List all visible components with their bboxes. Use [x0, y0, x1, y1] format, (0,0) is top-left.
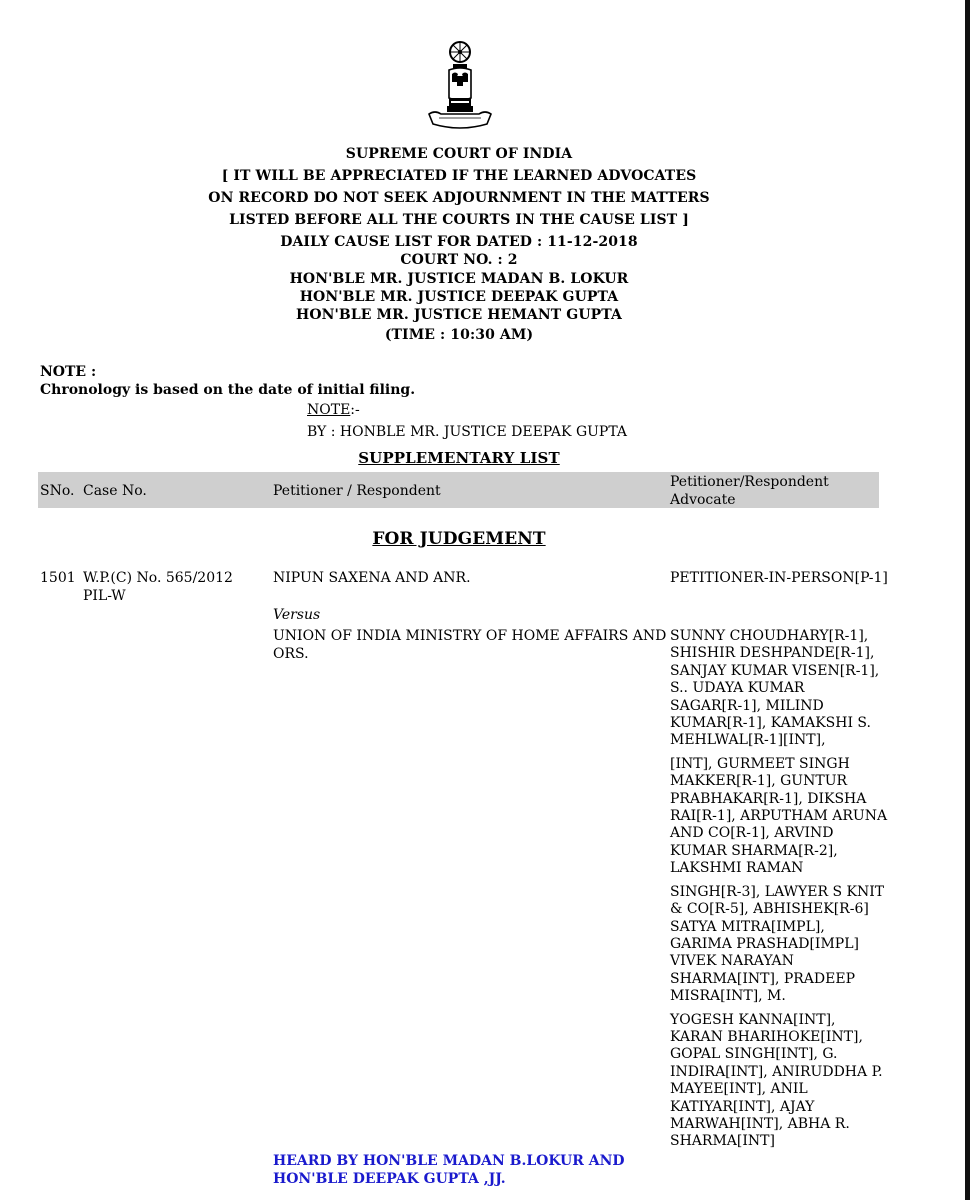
- advocate-line: AND CO[R-1], ARVIND: [670, 825, 834, 842]
- advocate-line: SHARMA[INT], PRADEEP: [670, 970, 855, 987]
- advocate-line: S.. UDAYA KUMAR: [670, 680, 805, 697]
- advocate-line: MISRA[INT], M.: [670, 988, 786, 1005]
- advocate-line: SANJAY KUMAR VISEN[R-1],: [670, 662, 880, 679]
- advocate-line: MAYEE[INT], ANIL: [670, 1081, 808, 1098]
- advocate-line: GARIMA PRASHAD[IMPL]: [670, 935, 859, 952]
- advocate-line: MAKKER[R-1], GUNTUR: [670, 773, 848, 790]
- advocate-line: [INT], GURMEET SINGH: [670, 755, 850, 772]
- note-by-line: BY : HONBLE MR. JUSTICE DEEPAK GUPTA: [307, 424, 628, 440]
- advocate-line: RAI[R-1], ARPUTHAM ARUNA: [670, 808, 888, 825]
- list-title: SUPPLEMENTARY LIST: [358, 449, 560, 467]
- notice-line-1: [ IT WILL BE APPRECIATED IF THE LEARNED ADVOCATES: [221, 168, 697, 184]
- respondent-advocates: [670, 628, 887, 1151]
- note-text: Chronology is based on the date of initial filing.: [40, 382, 416, 398]
- petitioner-name: NIPUN SAXENA AND ANR.: [273, 570, 471, 586]
- advocate-line: & CO[R-5], ABHISHEK[R-6]: [670, 901, 869, 918]
- versus-label: Versus: [273, 607, 321, 623]
- advocate-line: SATYA MITRA[IMPL],: [670, 918, 825, 935]
- advocate-line: PRABHAKAR[R-1], DIKSHA: [670, 790, 867, 807]
- advocate-line: KARAN BHARIHOKE[INT],: [670, 1028, 863, 1045]
- advocate-line: KUMAR SHARMA[R-2],: [670, 842, 838, 859]
- column-case-no: Case No.: [83, 483, 147, 499]
- advocate-line: GOPAL SINGH[INT], G.: [670, 1046, 838, 1063]
- court-name: SUPREME COURT OF INDIA: [345, 146, 573, 162]
- respondent-name-line2: ORS.: [273, 646, 309, 662]
- advocate-line: SINGH[R-3], LAWYER S KNIT: [670, 883, 885, 900]
- case-sno: 1501: [40, 570, 76, 586]
- note-2: [307, 402, 360, 418]
- cause-list-date: DAILY CAUSE LIST FOR DATED : 11-12-2018: [280, 234, 638, 250]
- note-label: NOTE :: [40, 364, 97, 380]
- note-2-label: NOTE: [307, 402, 351, 418]
- heard-by-line1: HEARD BY HON'BLE MADAN B.LOKUR AND: [273, 1153, 625, 1169]
- judge-1: HON'BLE MR. JUSTICE MADAN B. LOKUR: [289, 271, 629, 287]
- heard-by-line2: HON'BLE DEEPAK GUPTA ,JJ.: [273, 1171, 506, 1187]
- column-advocate-line2: Advocate: [670, 492, 736, 508]
- notice-line-3: LISTED BEFORE ALL THE COURTS IN THE CAUSE LIST ]: [229, 212, 689, 228]
- advocate-line: MARWAH[INT], ABHA R.: [670, 1115, 850, 1132]
- advocate-line: LAKSHMI RAMAN: [670, 860, 804, 877]
- advocate-line: KATIYAR[INT], AJAY: [670, 1098, 815, 1115]
- judge-3: HON'BLE MR. JUSTICE HEMANT GUPTA: [296, 307, 622, 323]
- petitioner-advocate: PETITIONER-IN-PERSON[P-1]: [670, 570, 888, 586]
- advocate-line: MEHLWAL[R-1][INT],: [670, 732, 826, 749]
- column-advocate-line1: Petitioner/Respondent: [670, 474, 829, 490]
- case-category: PIL-W: [83, 588, 126, 604]
- respondent-name-line1: UNION OF INDIA MINISTRY OF HOME AFFAIRS AND: [273, 628, 667, 644]
- advocate-line: SHARMA[INT]: [670, 1133, 775, 1150]
- notice-line-2: ON RECORD DO NOT SEEK ADJOURNMENT IN THE MATTERS: [208, 190, 710, 206]
- supreme-court-emblem-icon: [425, 40, 495, 140]
- advocate-line: SUNNY CHOUDHARY[R-1],: [670, 628, 869, 644]
- advocate-line: INDIRA[INT], ANIRUDDHA P.: [670, 1063, 883, 1080]
- sitting-time: (TIME : 10:30 AM): [384, 327, 534, 343]
- advocate-line: SHISHIR DESHPANDE[R-1],: [670, 645, 875, 662]
- case-number: W.P.(C) No. 565/2012: [83, 570, 233, 586]
- advocate-line: VIVEK NARAYAN: [670, 953, 794, 970]
- page-edge: [965, 0, 970, 1200]
- table-header: [38, 472, 879, 508]
- court-number: COURT NO. : 2: [400, 252, 518, 268]
- advocate-line: YOGESH KANNA[INT],: [670, 1011, 836, 1028]
- advocate-line: KUMAR[R-1], KAMAKSHI S.: [670, 715, 871, 732]
- advocate-line: SAGAR[R-1], MILIND: [670, 697, 824, 714]
- column-parties: Petitioner / Respondent: [273, 483, 441, 499]
- note-2-suffix: :-: [350, 402, 360, 418]
- section-title: FOR JUDGEMENT: [372, 529, 546, 549]
- judge-2: HON'BLE MR. JUSTICE DEEPAK GUPTA: [299, 289, 619, 305]
- column-sno: SNo.: [40, 483, 75, 499]
